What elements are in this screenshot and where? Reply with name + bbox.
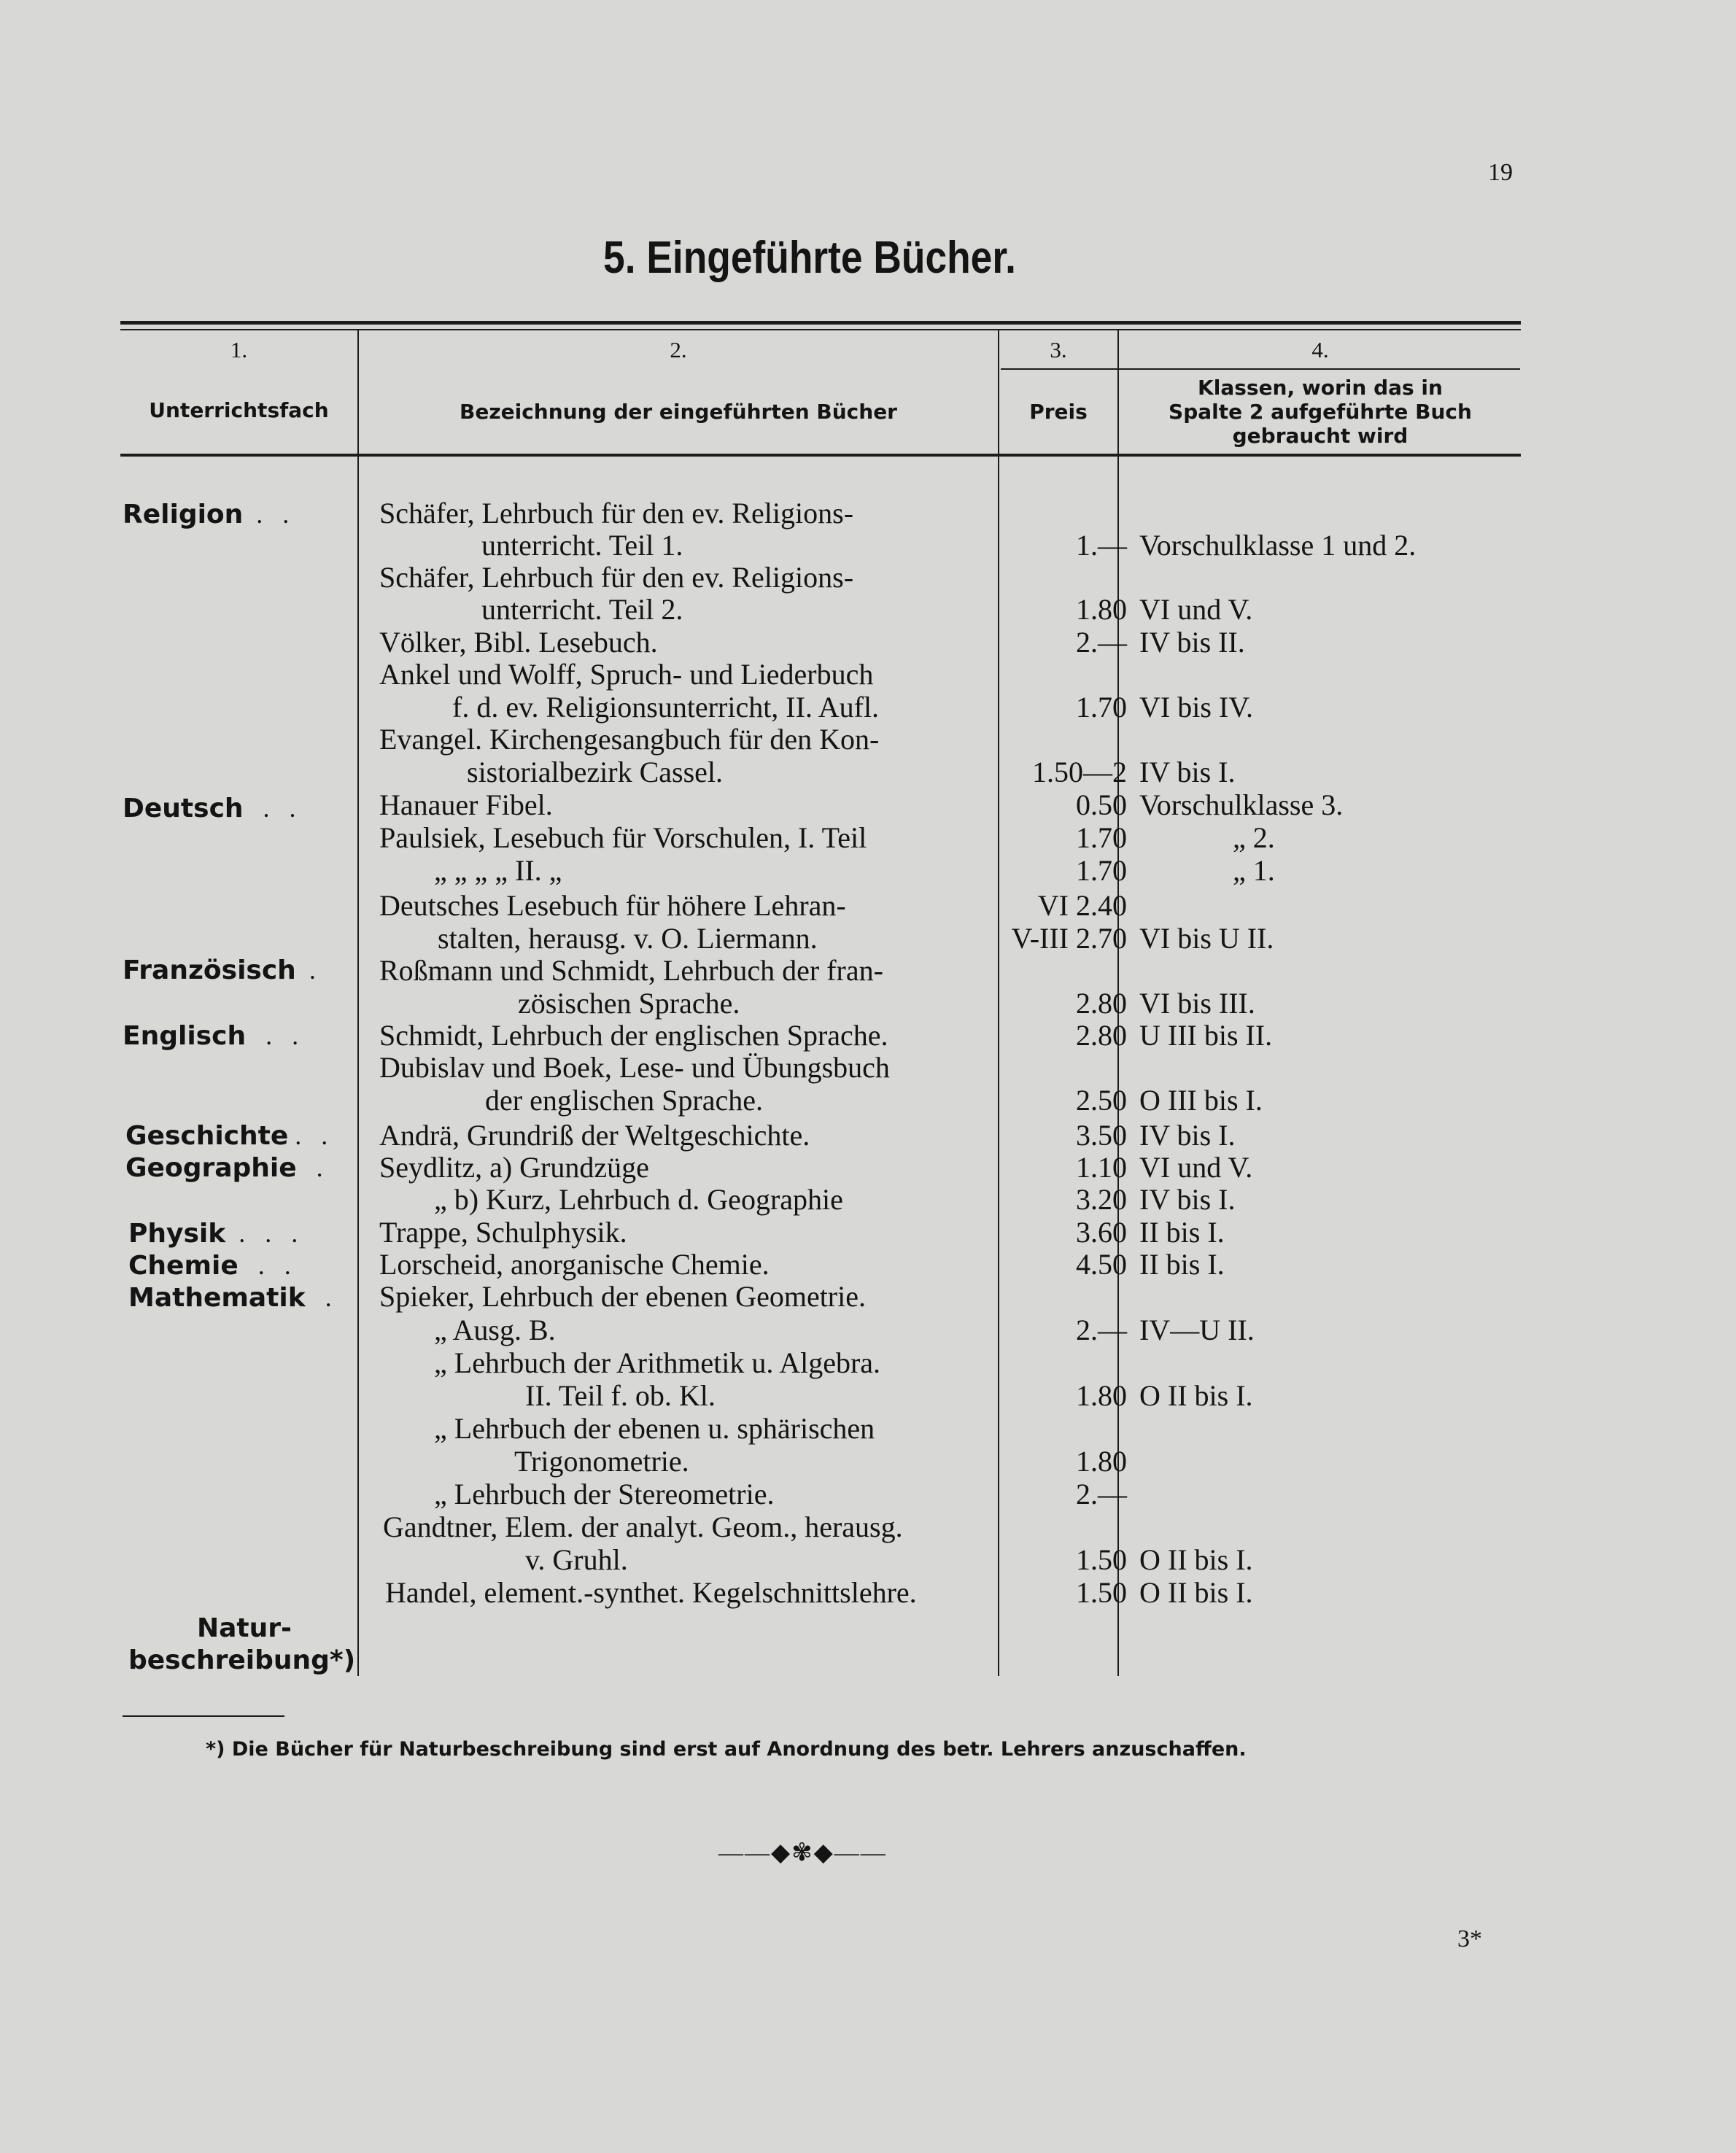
price-cell: 2.—	[1076, 1314, 1127, 1346]
book-line: Andrä, Grundriß der Weltgeschichte.	[379, 1119, 810, 1152]
classes-cell: IV bis I.	[1139, 1183, 1236, 1216]
price-cell: 1.—	[1076, 529, 1127, 562]
book-line: sistorialbezirk Cassel.	[467, 756, 724, 788]
classes-cell: IV bis I.	[1139, 756, 1236, 788]
top-rule-thin	[120, 329, 1521, 330]
price-cell: 2.80	[1076, 987, 1127, 1020]
price-cell: 0.50	[1076, 788, 1127, 821]
book-line: Schäfer, Lehrbuch für den ev. Religions-	[379, 497, 854, 529]
book-line: Gandtner, Elem. der analyt. Geom., herausg.	[383, 1510, 903, 1543]
book-line: Schäfer, Lehrbuch für den ev. Religions-	[379, 561, 854, 594]
book-line: Schmidt, Lehrbuch der englischen Sprache.	[379, 1019, 888, 1052]
price-cell: 1.50	[1076, 1543, 1127, 1576]
price-cell: 2.—	[1076, 1478, 1127, 1510]
price-cell: 1.80	[1076, 1379, 1127, 1412]
price-cell: 1.50—2	[1032, 756, 1127, 788]
subject-deutsch: Deutsch . .	[123, 794, 296, 823]
book-line: Paulsiek, Lesebuch für Vorschulen, I. Teil	[379, 821, 867, 854]
price-cell: 1.70	[1076, 691, 1127, 724]
col-header-classes-3: gebraucht wird	[1232, 424, 1408, 448]
classes-cell: U III bis II.	[1139, 1019, 1273, 1052]
classes-cell: O III bis I.	[1139, 1084, 1263, 1117]
subject-religion: Religion . .	[123, 500, 290, 529]
footnote: *) Die Bücher für Naturbeschreibung sind erst auf Anordnung des betr. Lehrers anzuschaffen.	[206, 1738, 1247, 1761]
col-separator-1	[357, 330, 359, 1676]
price-cell: 1.70	[1076, 854, 1127, 887]
book-line: Lorscheid, anorganische Chemie.	[379, 1248, 770, 1281]
header-sub-rule	[1001, 368, 1520, 370]
col-number-1: 1.	[230, 337, 248, 362]
classes-cell: „ 1.	[1233, 854, 1275, 887]
classes-cell: II bis I.	[1139, 1248, 1225, 1281]
price-cell: 1.80	[1076, 1445, 1127, 1478]
classes-cell: VI bis III.	[1139, 987, 1255, 1020]
book-line: „ „ „ „ II. „	[434, 854, 562, 887]
classes-cell: IV—U II.	[1139, 1314, 1255, 1346]
book-line: Hanauer Fibel.	[379, 788, 553, 821]
book-line: Ankel und Wolff, Spruch- und Liederbuch	[379, 658, 874, 691]
book-line: f. d. ev. Religionsunterricht, II. Aufl.	[452, 691, 880, 724]
subject-franzoesisch: Französisch .	[123, 955, 316, 985]
subject-physik: Physik . . .	[128, 1219, 298, 1249]
classes-cell: IV bis I.	[1139, 1119, 1236, 1152]
classes-cell: VI bis U II.	[1139, 922, 1274, 955]
classes-cell: Vorschulklasse 3.	[1139, 788, 1344, 821]
price-cell: 4.50	[1076, 1248, 1127, 1281]
printer-signature: 3*	[1457, 1925, 1482, 1952]
price-cell: 1.80	[1076, 593, 1127, 626]
classes-cell: VI und V.	[1139, 593, 1253, 626]
book-line: „ Lehrbuch der Arithmetik u. Algebra.	[434, 1346, 881, 1379]
book-line: unterricht. Teil 1.	[481, 529, 683, 562]
book-line: Trigonometrie.	[514, 1445, 689, 1478]
book-line: zösischen Sprache.	[518, 987, 740, 1020]
classes-cell: II bis I.	[1139, 1216, 1225, 1249]
book-line: Spieker, Lehrbuch der ebenen Geometrie.	[379, 1280, 866, 1313]
price-cell: VI 2.40	[1037, 889, 1127, 922]
price-cell: V-III 2.70	[1011, 922, 1127, 955]
page-number: 19	[1488, 159, 1513, 186]
page-title: 5. Eingeführte Bücher.	[603, 233, 1016, 283]
price-cell: 2.—	[1076, 626, 1127, 659]
subject-englisch: Englisch . .	[123, 1021, 299, 1051]
price-cell: 3.20	[1076, 1183, 1127, 1216]
book-line: Roßmann und Schmidt, Lehrbuch der fran-	[379, 954, 883, 987]
book-line: „ Ausg. B.	[434, 1314, 556, 1346]
subject-natur-2: beschreibung*)	[128, 1645, 356, 1675]
subject-geschichte: Geschichte . .	[125, 1121, 328, 1151]
col-number-2: 2.	[670, 337, 687, 362]
price-cell: 3.50	[1076, 1119, 1127, 1152]
classes-cell: IV bis II.	[1139, 626, 1245, 659]
top-rule	[120, 321, 1521, 325]
col-header-price: Preis	[1029, 400, 1088, 424]
book-line: Handel, element.-synthet. Kegelschnittslehre.	[385, 1576, 917, 1609]
book-line: der englischen Sprache.	[485, 1084, 763, 1117]
price-cell: 1.10	[1076, 1151, 1127, 1184]
classes-cell: VI bis IV.	[1139, 691, 1253, 724]
classes-cell: O II bis I.	[1139, 1576, 1253, 1609]
book-line: „ Lehrbuch der Stereometrie.	[434, 1478, 775, 1510]
book-line: Dubislav und Boek, Lese- und Übungsbuch	[379, 1051, 890, 1084]
col-header-subject: Unterrichtsfach	[149, 398, 329, 422]
classes-cell: O II bis I.	[1139, 1543, 1253, 1576]
subject-mathematik: Mathematik .	[128, 1283, 332, 1313]
col-header-books: Bezeichnung der eingeführten Bücher	[459, 400, 897, 424]
col-number-4: 4.	[1311, 337, 1329, 362]
classes-cell: O II bis I.	[1139, 1379, 1253, 1412]
col-header-classes-1: Klassen, worin das in	[1198, 376, 1443, 400]
book-line: stalten, herausg. v. O. Liermann.	[438, 922, 818, 955]
book-line: „ b) Kurz, Lehrbuch d. Geographie	[434, 1183, 843, 1216]
col-number-3: 3.	[1050, 337, 1067, 362]
book-line: II. Teil f. ob. Kl.	[525, 1379, 716, 1412]
ornament: ——◆✾◆——	[718, 1839, 887, 1866]
price-cell: 3.60	[1076, 1216, 1127, 1249]
subject-chemie: Chemie . .	[128, 1251, 291, 1281]
price-cell: 2.50	[1076, 1084, 1127, 1117]
book-line: Seydlitz, a) Grundzüge	[379, 1151, 649, 1184]
subject-geographie: Geographie .	[125, 1153, 323, 1183]
book-line: Evangel. Kirchengesangbuch für den Kon-	[379, 723, 880, 756]
price-cell: 2.80	[1076, 1019, 1127, 1052]
book-line: Völker, Bibl. Lesebuch.	[379, 626, 658, 659]
book-line: v. Gruhl.	[525, 1543, 628, 1576]
classes-cell: VI und V.	[1139, 1151, 1253, 1184]
classes-cell: Vorschulklasse 1 und 2.	[1139, 529, 1417, 562]
footnote-rule	[123, 1715, 284, 1717]
book-line: „ Lehrbuch der ebenen u. sphärischen	[434, 1412, 875, 1445]
col-header-classes-2: Spalte 2 aufgeführte Buch	[1169, 400, 1472, 424]
book-line: Trappe, Schulphysik.	[379, 1216, 627, 1249]
classes-cell: „ 2.	[1233, 821, 1275, 854]
price-cell: 1.70	[1076, 821, 1127, 854]
header-bottom-rule	[120, 454, 1521, 457]
book-line: unterricht. Teil 2.	[481, 593, 683, 626]
book-line: Deutsches Lesebuch für höhere Lehran-	[379, 889, 846, 922]
subject-natur-1: Natur-	[197, 1613, 292, 1643]
price-cell: 1.50	[1076, 1576, 1127, 1609]
